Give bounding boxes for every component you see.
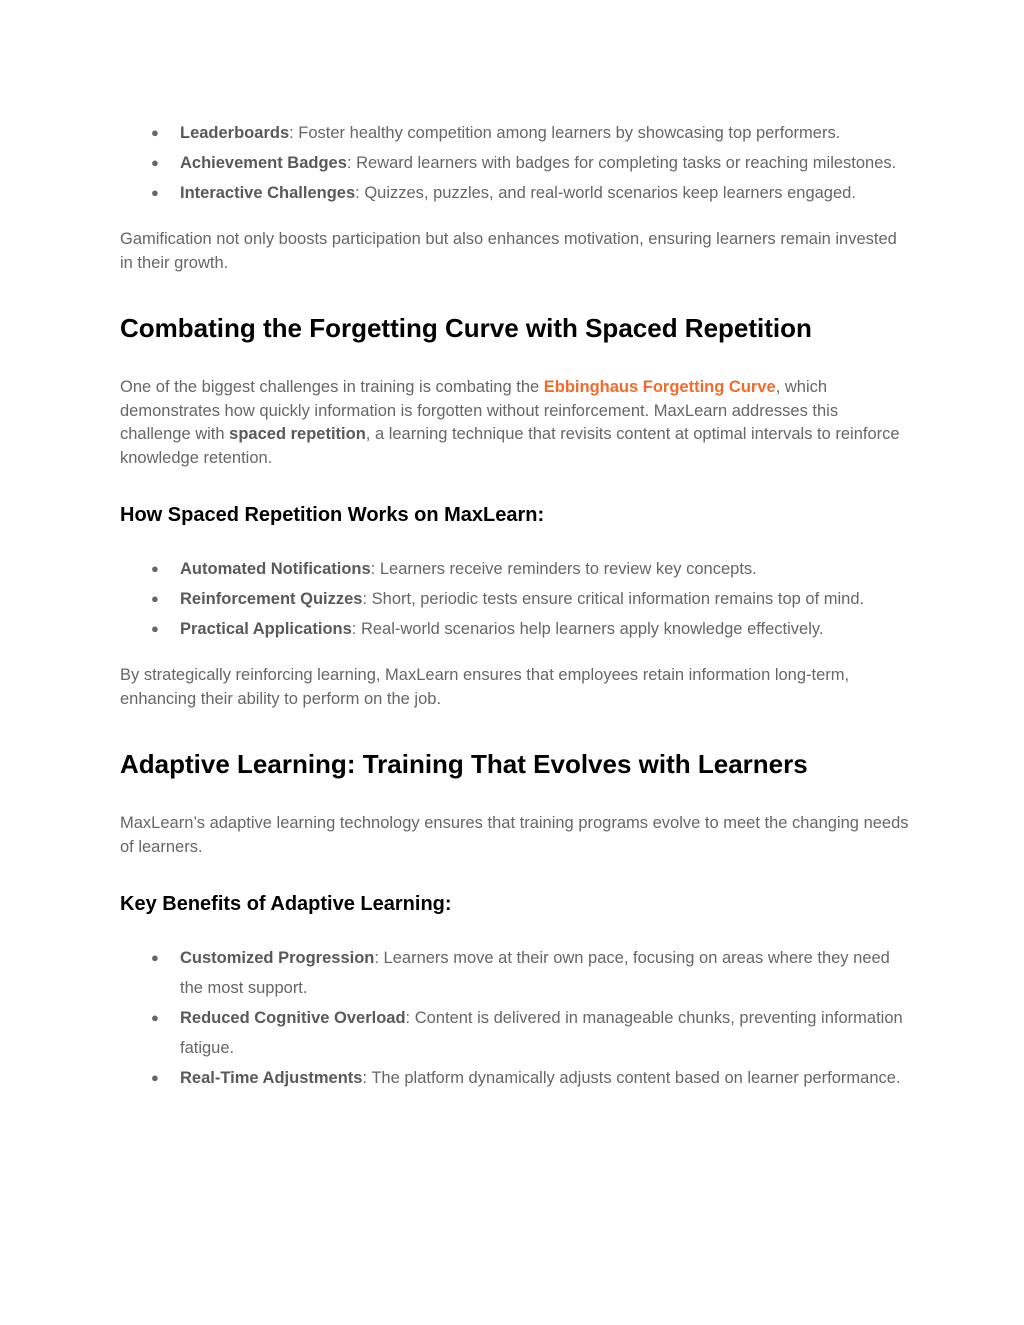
list-item bbox=[120, 584, 910, 614]
bullet-icon: ● bbox=[151, 185, 159, 200]
subheading-adaptive-benefits: Key Benefits of Adaptive Learning: bbox=[120, 893, 452, 915]
adaptive-learning-paragraph: MaxLearn’s adaptive learning technology ensures that training programs evolve to meet the changing needs of learners. bbox=[120, 814, 909, 856]
list-item-text: : Quizzes, puzzles, and real-world scenarios keep learners engaged. bbox=[355, 184, 856, 202]
list-item-text: : The platform dynamically adjusts content based on learner performance. bbox=[362, 1069, 901, 1087]
reinforcement-paragraph: By strategically reinforcing learning, MaxLearn ensures that employees retain information long-term, enhancing their ability to perform on the job. bbox=[120, 666, 850, 708]
list-item-text: : Reward learners with badges for completing tasks or reaching milestones. bbox=[346, 154, 897, 172]
bullet-icon: ● bbox=[151, 561, 159, 576]
document-content bbox=[120, 118, 910, 1093]
forgetting-curve-paragraph bbox=[120, 376, 910, 470]
list-item bbox=[120, 178, 910, 208]
list-item bbox=[120, 1003, 910, 1063]
bullet-icon: ● bbox=[151, 1070, 159, 1085]
bullet-icon: ● bbox=[151, 125, 159, 140]
list-item-term: Customized Progression bbox=[180, 949, 375, 967]
paragraph-text: , which demonstrates how quickly information is forgotten without reinforcement. MaxLearn addresses this challenge with bbox=[120, 378, 839, 443]
list-item-text: : Content is delivered in manageable chunks, preventing information fatigue. bbox=[180, 1009, 903, 1057]
list-item-term: Practical Applications bbox=[180, 620, 352, 638]
list-item bbox=[120, 554, 910, 584]
list-item-text: : Learners move at their own pace, focusing on areas where they need the most support. bbox=[180, 949, 890, 997]
bullet-icon: ● bbox=[151, 950, 159, 965]
list-item bbox=[120, 148, 910, 178]
list-item-term: Real-Time Adjustments bbox=[180, 1069, 363, 1087]
bullet-icon: ● bbox=[151, 591, 159, 606]
bullet-icon: ● bbox=[151, 1010, 159, 1025]
list-item bbox=[120, 614, 910, 644]
list-item-text: : Real-world scenarios help learners apply knowledge effectively. bbox=[351, 620, 824, 638]
list-item-term: Automated Notifications bbox=[180, 560, 371, 578]
list-item-text: : Foster healthy competition among learners by showcasing top performers. bbox=[289, 124, 841, 142]
list-item-text: : Learners receive reminders to review key concepts. bbox=[370, 560, 757, 578]
bullet-icon: ● bbox=[151, 155, 159, 170]
ebbinghaus-forgetting-curve-link[interactable]: Ebbinghaus Forgetting Curve bbox=[543, 378, 776, 396]
list-item bbox=[120, 943, 910, 1003]
gamification-feature-list bbox=[120, 118, 910, 208]
list-item-term: Leaderboards bbox=[180, 124, 290, 142]
list-item bbox=[120, 118, 910, 148]
section-heading-adaptive-learning: Adaptive Learning: Training That Evolves with Learners bbox=[120, 749, 808, 779]
paragraph-text: , a learning technique that revisits content at optimal intervals to reinforce knowledge retention. bbox=[120, 425, 900, 467]
section-heading-forgetting-curve: Combating the Forgetting Curve with Spaced Repetition bbox=[120, 313, 812, 343]
list-item-text: : Short, periodic tests ensure critical information remains top of mind. bbox=[362, 590, 865, 608]
adaptive-benefits-list bbox=[120, 943, 910, 1093]
gamification-paragraph: Gamification not only boosts participation but also enhances motivation, ensuring learners remain invested in their growth. bbox=[120, 230, 897, 272]
subheading-spaced-repetition: How Spaced Repetition Works on MaxLearn: bbox=[120, 504, 545, 526]
paragraph-bold-term: spaced repetition bbox=[229, 425, 366, 443]
list-item-term: Interactive Challenges bbox=[180, 184, 356, 202]
paragraph-text: One of the biggest challenges in training is combating the bbox=[120, 378, 544, 396]
list-item-term: Reduced Cognitive Overload bbox=[180, 1009, 406, 1027]
list-item-term: Achievement Badges bbox=[180, 154, 347, 172]
bullet-icon: ● bbox=[151, 621, 159, 636]
list-item-term: Reinforcement Quizzes bbox=[180, 590, 363, 608]
list-item bbox=[120, 1063, 910, 1093]
spaced-repetition-list bbox=[120, 554, 910, 644]
